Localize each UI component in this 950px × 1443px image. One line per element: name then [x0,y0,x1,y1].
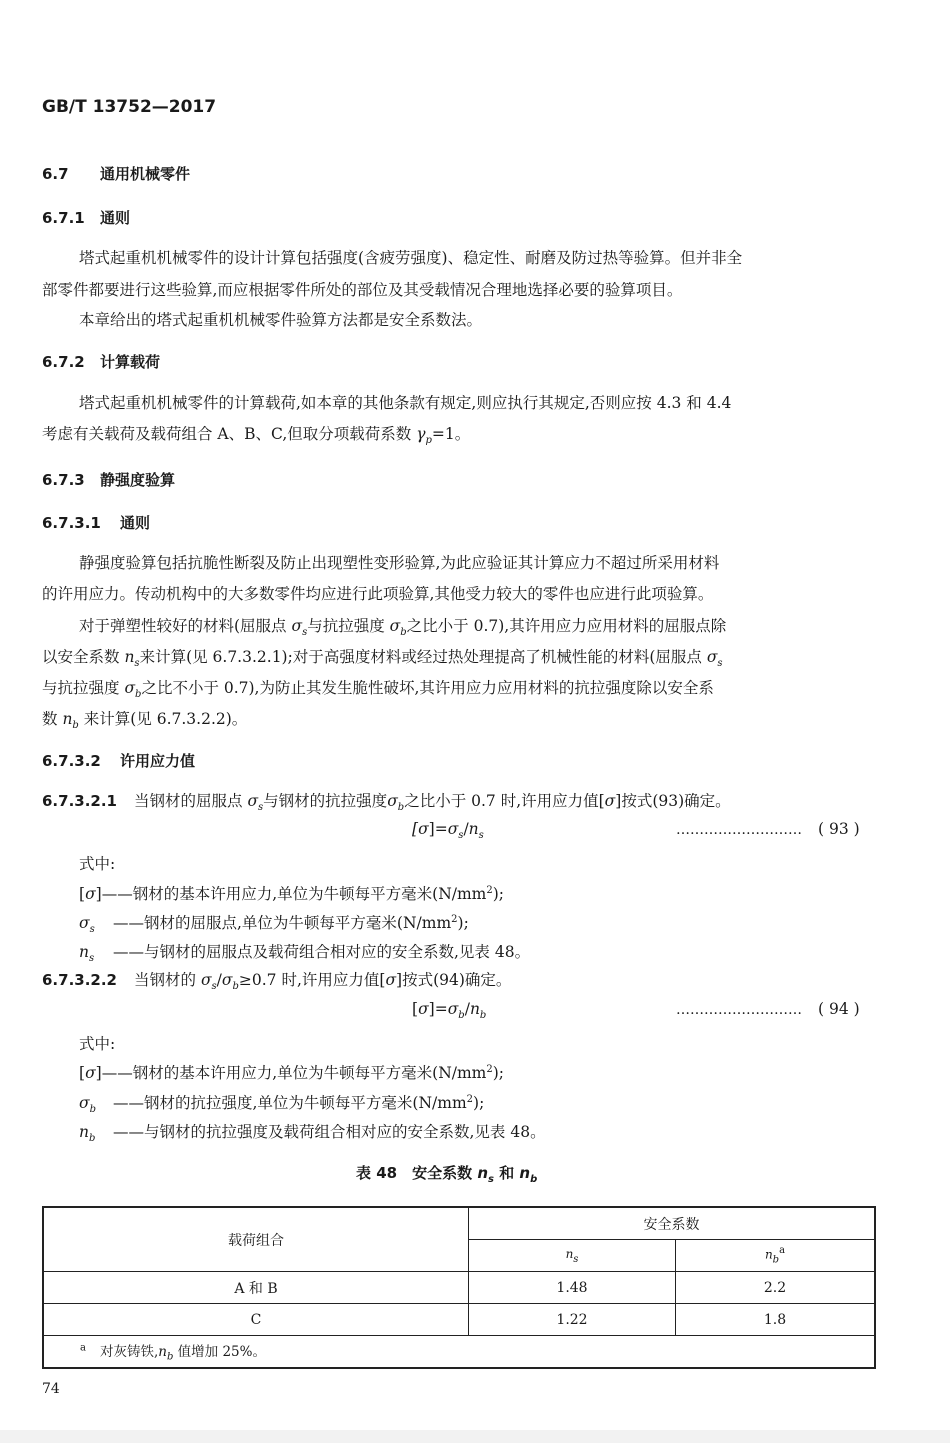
equation-94: $[\sigma]=\sigma_b/n_b$ [412,1000,487,1022]
heading-number: 6.7.3.2 [42,752,101,770]
equation-number: ( 94 ) [818,1000,860,1018]
heading-title: 通则 [120,514,151,532]
heading-number: 6.7.3.1 [42,514,101,532]
paragraph-line: 以安全系数 $n_s$来计算(见 6.7.3.2.1);对于高强度材料或经过热处理提高了机械性能的材料(屈服点 $\sigma_s$ [42,648,723,670]
table-footnote: $^a$ 对灰铸铁$,n_b$ 值增加 25%。 [43,1336,875,1369]
definition-line: $\sigma_b$ ——钢材的抗拉强度,单位为牛顿每平方毫米$(N/mm^2)$; [79,1093,485,1116]
cell-ns: 1.22 [469,1304,676,1336]
table-row [43,1304,875,1336]
cell-nb: 2.2 [676,1272,876,1304]
paragraph-line: 考虑有关载荷及载荷组合 A、B、C,但取分项载荷系数 $\gamma_p=1$。 [42,425,471,447]
clause-6-7-3-2-2: 6.7.3.2.2 当钢材的 $\sigma_s/\sigma_b\ge 0.7$ 时,许用应力值[σ]按式(94)确定。 [42,966,511,1001]
definition-line: $\sigma_s$ ——钢材的屈服点,单位为牛顿每平方毫米$(N/mm^2)$; [79,913,469,936]
table-caption: 表 48 安全系数 $n_s$ 和 $n_b$ [356,1164,538,1185]
clause-6-7-3-2-1: 6.7.3.2.1 当钢材的屈服点 $\sigma_s$与钢材的抗拉强度$\sigma_b$之比小于 0.7 时,许用应力值[σ]按式(93)确定。 [42,787,731,822]
heading-number: 6.7.1 [42,209,85,227]
paragraph-line: 塔式起重机机械零件的设计计算包括强度(含疲劳强度)、稳定性、耐磨及防过热等验算。但并非全 [79,249,743,267]
paragraph-line: 部零件都要进行这些验算,而应根据零件所处的部位及其受载情况合理地选择必要的验算项目。 [42,281,683,299]
where-label: 式中: [79,1035,116,1053]
header-cell-ns: $n_s$ [469,1240,676,1272]
heading-title: 通用机械零件 [100,165,191,183]
header-cell-load-group: 载荷组合 [43,1207,469,1272]
paragraph-line: 的许用应力。传动机构中的大多数零件均应进行此项验算,其他受力较大的零件也应进行此项验算。 [42,585,714,603]
definition-line: $n_b$ ——与钢材的抗拉强度及载荷组合相对应的安全系数,见表 48。 [79,1123,546,1145]
definition-line: $n_s$ ——与钢材的屈服点及载荷组合相对应的安全系数,见表 48。 [79,943,531,965]
heading-number: 6.7.2 [42,353,85,371]
paragraph-line: 塔式起重机机械零件的计算载荷,如本章的其他条款有规定,则应执行其规定,否则应按 4.3 和 4.4 [79,394,732,412]
table-row [43,1272,875,1304]
clause-number: 6.7.3.2.1 [42,792,117,810]
equation-leader-dots: ……………………… [676,822,802,838]
paragraph-line: 静强度验算包括抗脆性断裂及防止出现塑性变形验算,为此应验证其计算应力不超过所采用材料 [79,554,720,572]
cell-group: A 和 B [43,1272,469,1304]
heading-6-7-3-1 [42,512,150,533]
page-number: 74 [42,1381,60,1397]
heading-number: 6.7.3 [42,471,85,489]
definition-line: [σ]——钢材的基本许用应力,单位为牛顿每平方毫米$(N/mm^2)$; [79,884,505,903]
cell-ns: 1.48 [469,1272,676,1304]
heading-6-7 [42,163,190,184]
heading-title: 计算载荷 [100,353,161,371]
heading-6-7-3 [42,469,175,490]
equation-leader-dots: ……………………… [676,1002,802,1018]
equation-number: ( 93 ) [818,820,860,838]
paragraph-line: 对于弹塑性较好的材料(屈服点 $\sigma_s$与抗拉强度 $\sigma_b$之比小于 0.7),其许用应力应用材料的屈服点除 [79,617,727,639]
table-48 [42,1206,876,1369]
header-cell-safety-factor: 安全系数 [469,1207,876,1240]
equation-93: $[\sigma]=\sigma_s/n_s$ [412,820,484,842]
heading-6-7-3-2 [42,750,195,771]
heading-title: 静强度验算 [100,471,176,489]
where-label: 式中: [79,855,116,873]
paragraph-line: 数 $n_b$ 来计算(见 6.7.3.2.2)。 [42,710,248,732]
definition-line: [σ]——钢材的基本许用应力,单位为牛顿每平方毫米$(N/mm^2)$; [79,1063,505,1082]
heading-6-7-1 [42,207,130,228]
paragraph-line: 本章给出的塔式起重机机械零件验算方法都是安全系数法。 [79,311,483,329]
clause-number: 6.7.3.2.2 [42,971,117,989]
standard-code: GB/T 13752—2017 [42,97,217,117]
paragraph-line: 与抗拉强度 $\sigma_b$之比不小于 0.7),为防止其发生脆性破坏,其许用应力应用材料的抗拉强度除以安全系 [42,679,714,701]
cell-nb: 1.8 [676,1304,876,1336]
heading-title: 通则 [100,209,131,227]
bottom-scan-edge [0,1430,950,1443]
cell-group: C [43,1304,469,1336]
heading-number: 6.7 [42,165,69,183]
heading-title: 许用应力值 [120,752,196,770]
heading-6-7-2 [42,351,160,372]
header-cell-nb: $n_b^a$ [676,1240,876,1272]
